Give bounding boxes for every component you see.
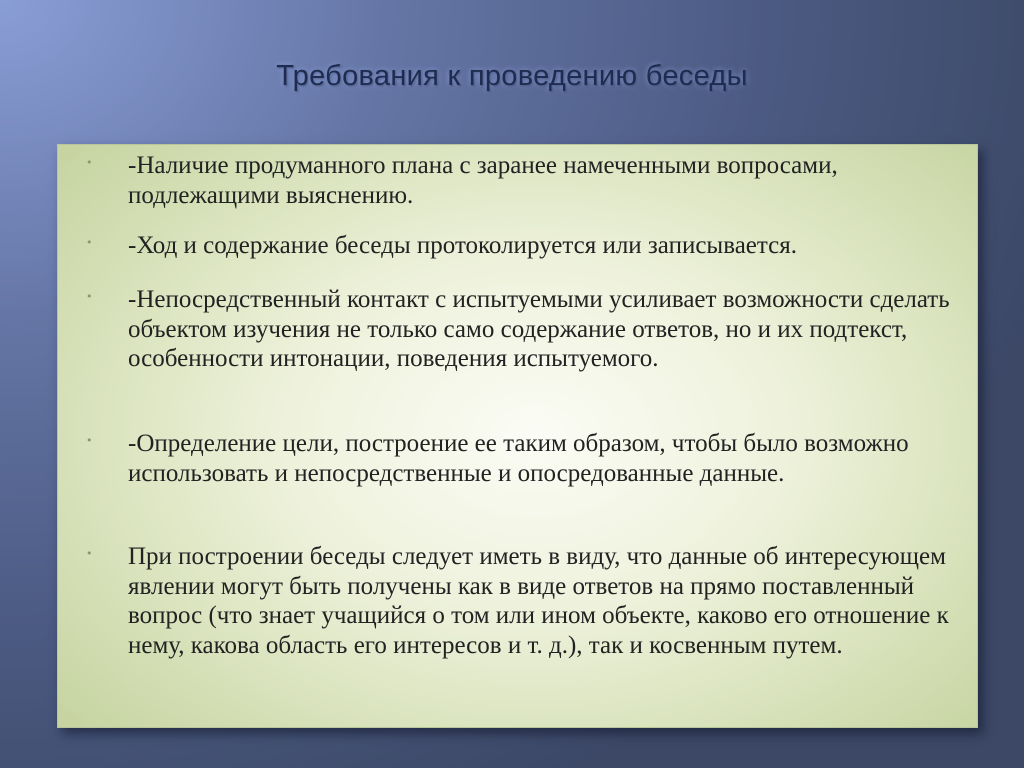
bullet-icon: •: [86, 236, 93, 249]
content-panel: [57, 144, 978, 728]
list-item-text: -Определение цели, построение ее таким образом, чтобы было возможно использовать и непосредственные и опосредованные данные.: [128, 430, 909, 487]
list-item-text: При построении беседы следует иметь в виду, что данные об интересующем явлении могут быть получены как в виде ответов на прямо поставленный вопрос (что знает учащийся о том или ином объекте, каково его отношение к нему, какова область его интересов и т. д.), так и косвенным путем.: [128, 543, 949, 659]
list-item-text: -Наличие продуманного плана с заранее намеченными вопросами, подлежащими выяснению.: [128, 152, 838, 209]
bullet-icon: •: [86, 290, 93, 303]
bullet-icon: •: [86, 156, 93, 169]
bullet-icon: •: [86, 434, 93, 447]
list-item-text: -Ход и содержание беседы протоколируется или записывается.: [128, 232, 797, 259]
slide-title: Требования к проведению беседы: [276, 60, 748, 92]
list-item-text: -Непосредственный контакт с испытуемыми усиливает возможности сделать объектом изучения не только само содержание ответов, но и их подтекст, особенности интонации, поведения испытуемого.: [128, 286, 950, 372]
bullet-icon: •: [86, 547, 93, 560]
